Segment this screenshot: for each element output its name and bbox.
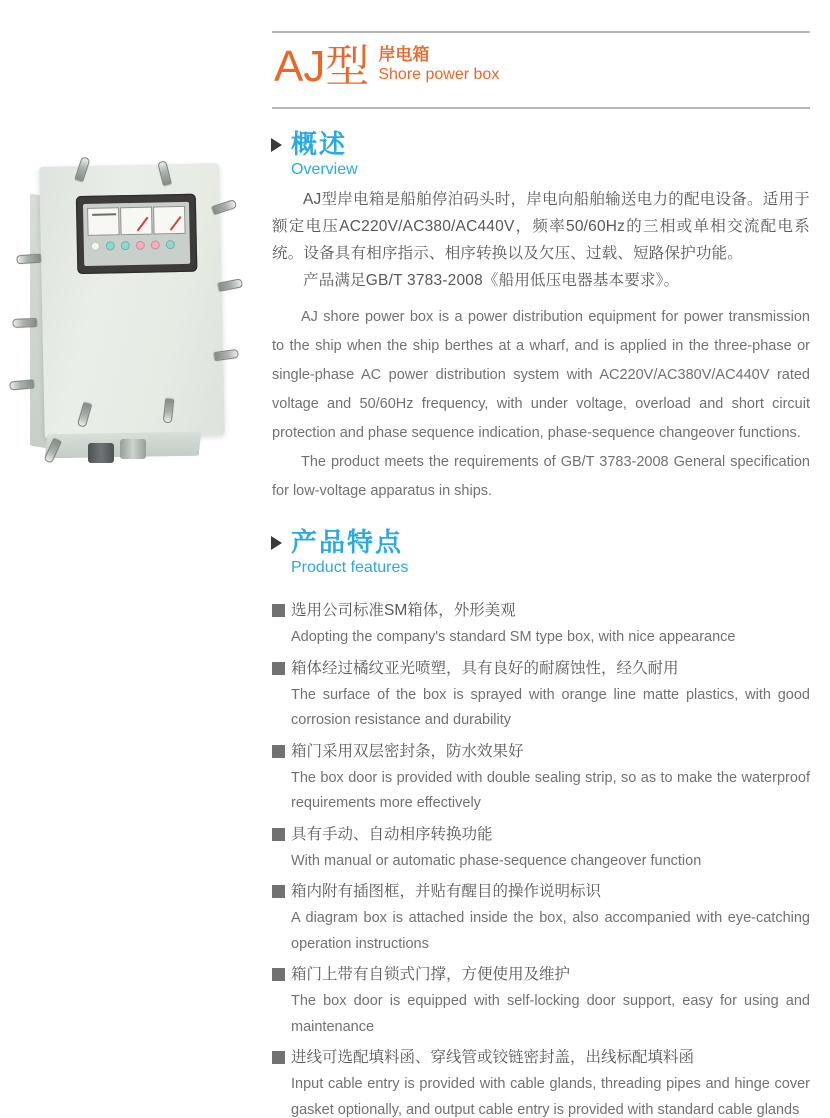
latch-icon (12, 318, 36, 328)
feature-text-cn: 箱门采用双层密封条，防水效果好 (291, 742, 524, 760)
paragraph-en: The product meets the requirements of GB/T 3783-2008 General specification for low-voltage apparatus in ships. (272, 454, 810, 499)
feature-text-cn: 进线可选配填料函、穿线管或铰链密封盖，出线标配填料函 (291, 1049, 695, 1066)
bullet-square-icon (272, 662, 285, 675)
box-front-panel (39, 163, 225, 439)
latch-icon (218, 278, 243, 291)
section-overview-header (271, 130, 358, 179)
feature-text-en: Input cable entry is provided with cable glands, threading pipes and hinge cover gasket optionally, and output cable entry is provided with standard cable glands (291, 1076, 810, 1118)
feature-line-cn (272, 1045, 810, 1070)
paragraph-en: AJ shore power box is a power distribution equipment for power transmission to the ship when the ship berthes at a wharf, and is applied in the three-phase or single-phase AC power distribution system with AC220V/AC380V/AC440V rated voltage and 50/60Hz frequency, with under voltage, overload and short circuit protection and phase sequence indication, phase-sequence changeover functions. (272, 309, 810, 441)
feature-item (272, 879, 810, 957)
feature-line-cn (272, 739, 810, 764)
feature-line-cn (272, 598, 810, 623)
indicator-light (91, 242, 100, 251)
section-title-cn: 概述 (291, 129, 348, 159)
product-name-en: Shore power box (378, 66, 500, 84)
feature-text-en: The box door is equipped with self-locking door support, easy for using and maintenance (291, 993, 810, 1035)
latch-icon (16, 254, 41, 265)
product-name-stack (378, 44, 499, 87)
product-photo (12, 147, 258, 473)
feature-list (272, 598, 810, 1118)
feature-item (272, 1045, 810, 1118)
feature-text-cn: 箱门上带有自锁式门撑，方便使用及维护 (291, 966, 571, 983)
analog-meter-icon (120, 207, 153, 236)
bullet-square-icon (272, 745, 285, 758)
feature-item (272, 962, 810, 1040)
section-features-header (271, 528, 408, 577)
paragraph-cn: 产品满足GB/T 3783-2008《船用低压电器基本要求》。 (303, 272, 680, 289)
meter-row (87, 206, 186, 236)
divider (272, 107, 810, 109)
section-title-en: Product features (291, 558, 409, 576)
section-title (291, 528, 408, 577)
page-title (274, 41, 500, 91)
feature-text-en: With manual or automatic phase-sequence changeover function (291, 852, 702, 869)
feature-item (272, 598, 810, 651)
feature-text-en: The surface of the box is sprayed with orange line matte plastics, with good corrosion resistance and durability (291, 686, 810, 728)
cable-gland-icon (120, 439, 146, 459)
feature-text-en: The box door is provided with double sealing strip, so as to make the waterproof requirements more effectively (291, 769, 810, 811)
overview-paragraphs-en (272, 303, 810, 506)
feature-text-cn: 箱内附有插图框，并贴有醒目的操作说明标识 (291, 883, 602, 900)
meter-scale (92, 213, 116, 216)
section-arrow-icon (271, 536, 282, 550)
feature-text-cn: 箱体经过橘纹亚光喷塑，具有良好的耐腐蚀性，经久耐用 (291, 659, 679, 677)
meter-window (76, 194, 198, 274)
section-title (291, 130, 358, 179)
feature-line-cn (272, 962, 810, 987)
indicator-row (88, 240, 186, 251)
feature-text-en: A diagram box is attached inside the box, also accompanied with eye-catching operation instructions (291, 910, 810, 952)
feature-line-cn (272, 822, 810, 847)
bullet-square-icon (272, 1051, 285, 1064)
meter-needle (170, 216, 182, 231)
feature-item (272, 739, 810, 817)
feature-text-cn: 具有手动、自动相序转换功能 (291, 825, 493, 843)
paragraph-cn: AJ型岸电箱是船舶停泊码头时，岸电向船舶输送电力的配电设备。适用于额定电压AC220V/AC380/AC440V，频率50/60Hz的三相或单相交流配电系统。设备具有相序指示、相序转换以及欠压、过载、短路保护功能。 (272, 191, 810, 262)
indicator-light (106, 241, 115, 250)
product-model: AJ型 (274, 41, 370, 91)
bullet-square-icon (272, 885, 285, 898)
divider (272, 31, 810, 33)
meter-panel (83, 202, 190, 266)
bullet-square-icon (272, 968, 285, 981)
indicator-light (136, 241, 145, 250)
feature-text-cn: 选用公司标准SM箱体，外形美观 (291, 602, 516, 619)
product-name-cn: 岸电箱 (378, 45, 430, 64)
feature-line-cn (272, 656, 810, 681)
analog-meter-icon (153, 206, 186, 235)
feature-item (272, 822, 810, 875)
section-title-en: Overview (291, 160, 358, 178)
feature-item (272, 656, 810, 734)
feature-text-en: Adopting the company's standard SM type box, with nice appearance (291, 629, 736, 645)
overview-paragraphs-cn (272, 186, 810, 294)
cable-gland-icon (88, 443, 114, 463)
bullet-square-icon (272, 604, 285, 617)
bullet-square-icon (272, 828, 285, 841)
latch-icon (214, 349, 239, 361)
meter-needle (137, 217, 149, 232)
indicator-light (121, 241, 130, 250)
section-arrow-icon (271, 138, 282, 152)
feature-line-cn (272, 879, 810, 904)
section-title-cn: 产品特点 (291, 527, 404, 557)
indicator-light (166, 240, 175, 249)
indicator-light (151, 240, 160, 249)
analog-meter-icon (87, 207, 120, 236)
